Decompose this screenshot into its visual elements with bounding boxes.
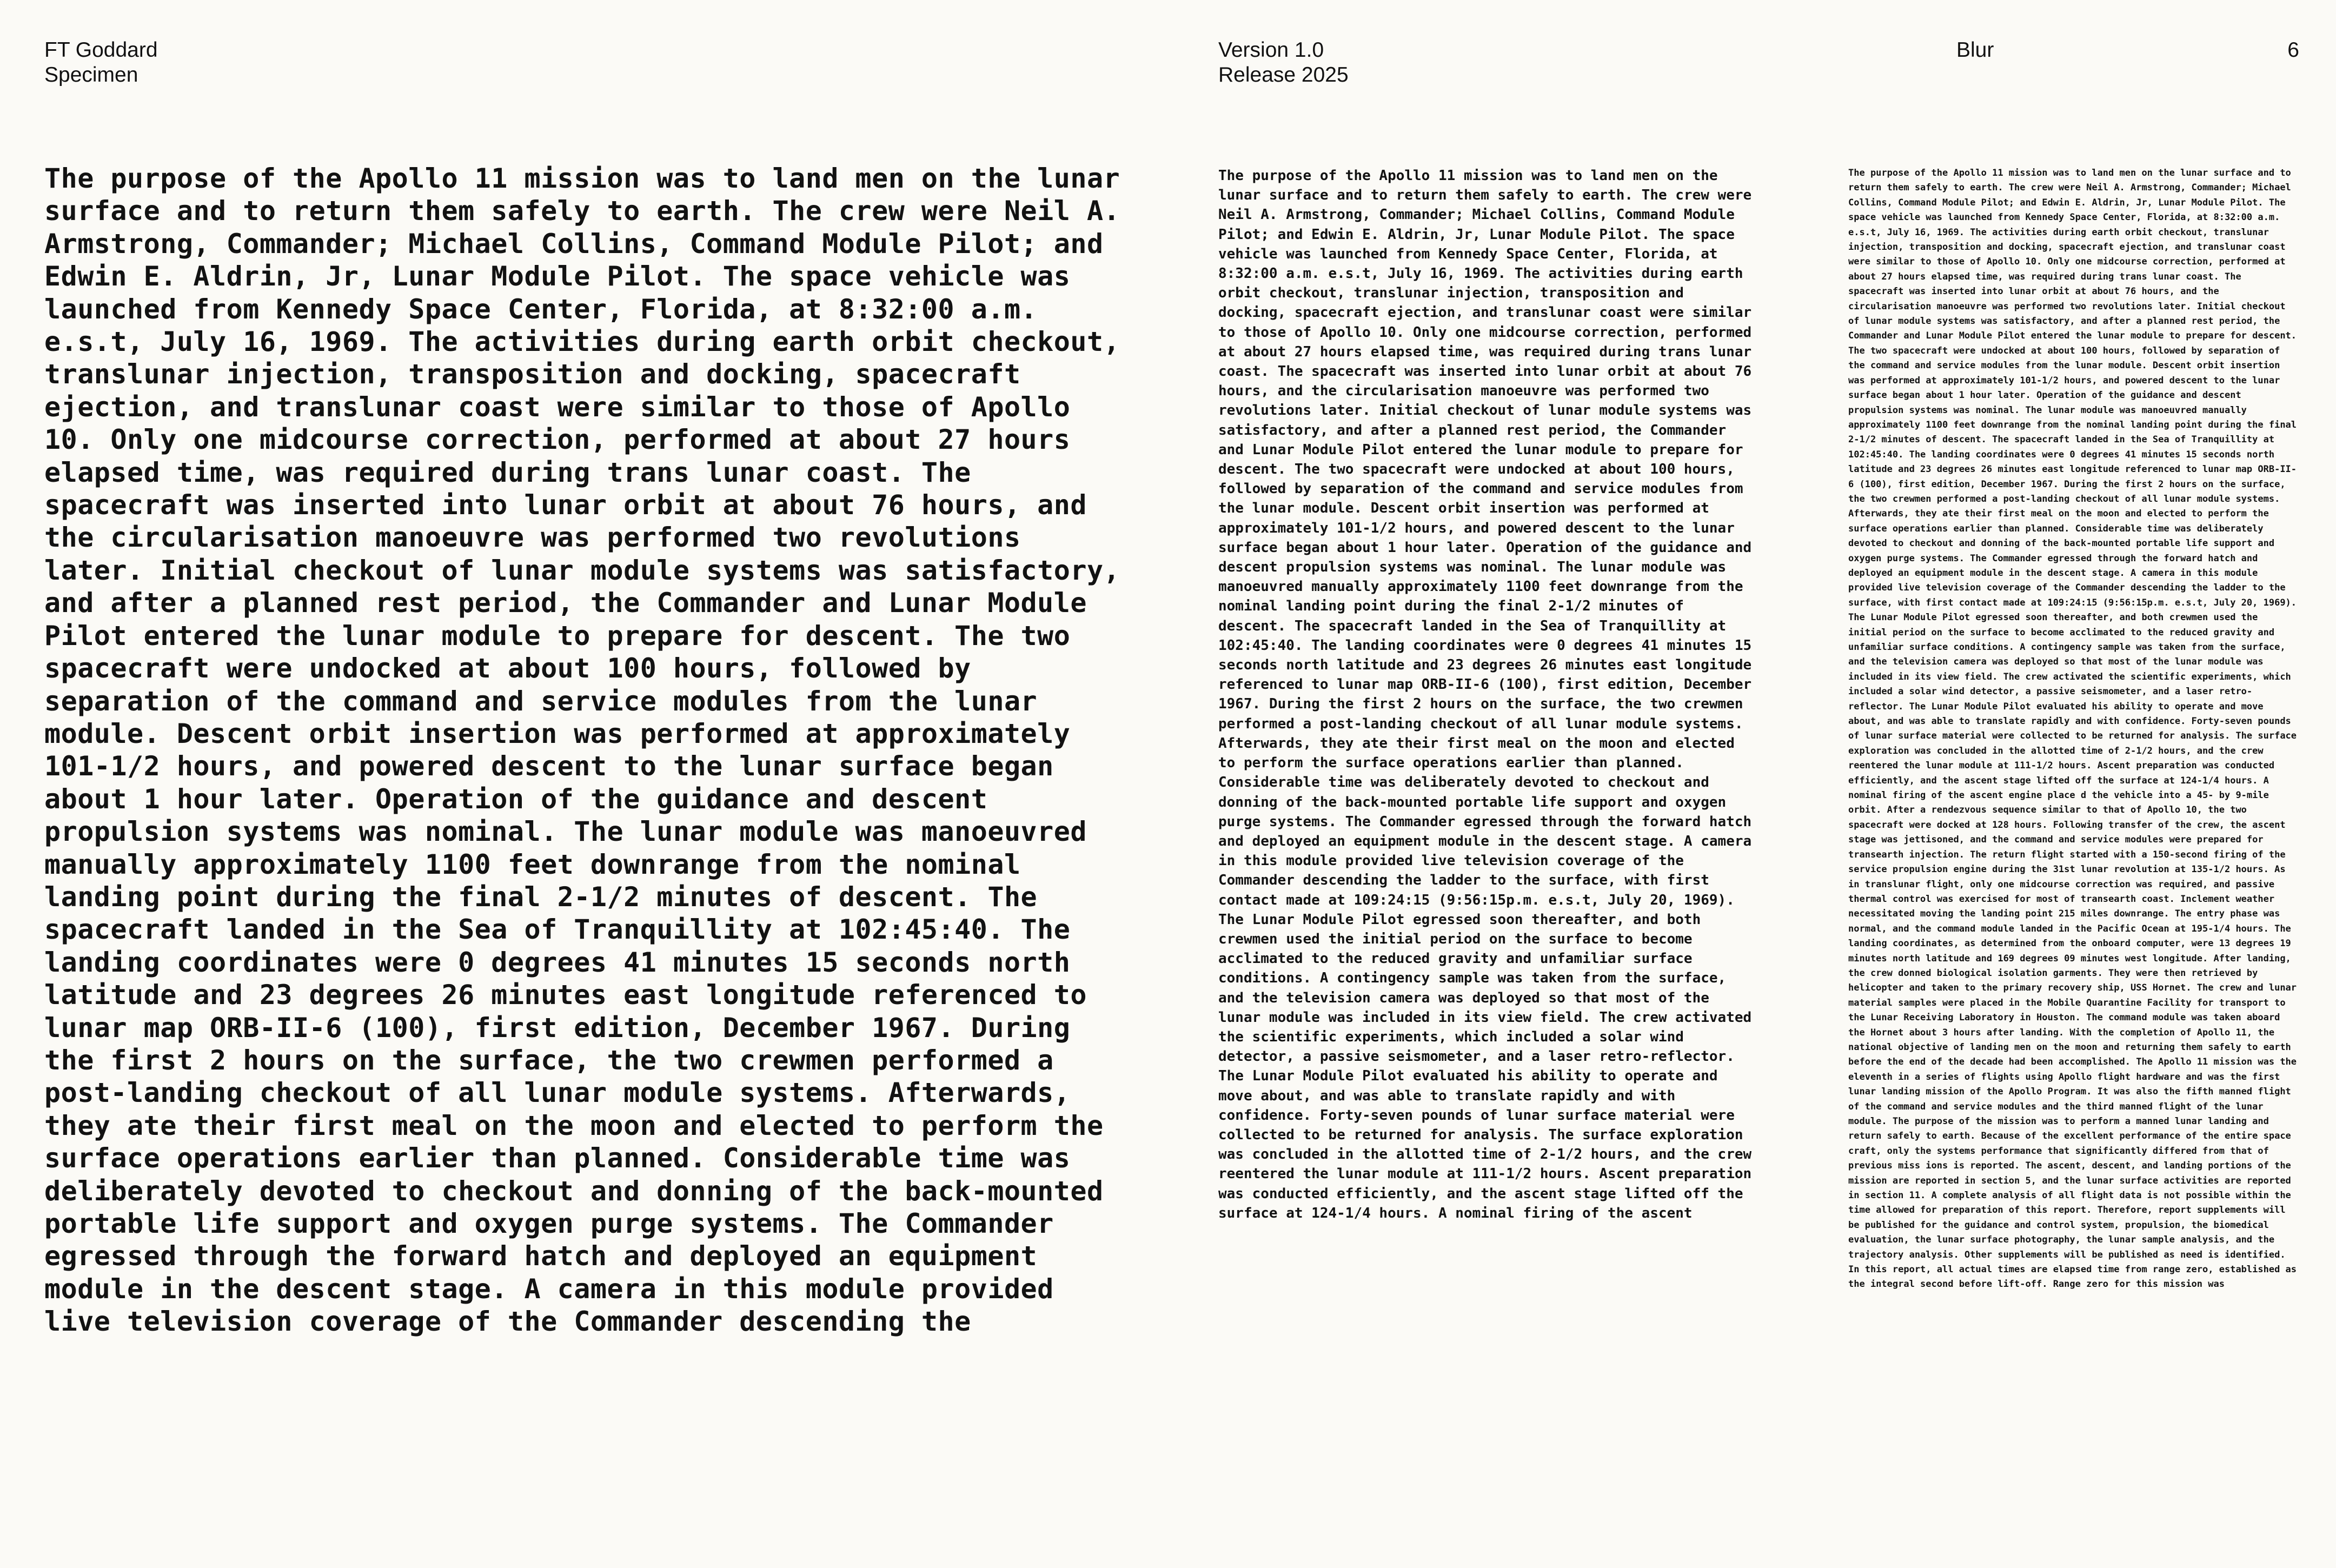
specimen-text-small: The purpose of the Apollo 11 mission was to land men on the lunar surface and to return them safely to earth. The crew were Neil A. Armstrong, Commander; Michael Collins, Command Module Pilot; and Edwin E. Aldrin, Jr, Lunar Module Pilot. The space vehicle was launched from Kennedy Space Center, Florida, at 8:32:00 a.m. e.s.t, July 16, 1969. The activities during earth orbit checkout, translunar injection, transposition and docking, spacecraft ejection, and translunar coast were similar to those of Apollo 10. Only one midcourse correction, performed at about 27 hours elapsed time, was required during trans lunar coast. The spacecraft was inserted into lunar orbit at about 76 hours, and the circularisation manoeuvre was performed two revolutions later. Initial checkout of lunar module systems was satisfactory, and after a planned rest period, the Commander and Lunar Module Pilot entered the lunar module to prepare for descent. The two spacecraft were undocked at about 100 hours, followed by separation of the command and service modules from the lunar module. Descent orbit insertion was performed at approximately 101-1/2 hours, and powered descent to the lunar surface began about 1 hour later. Operation of the guidance and descent propulsion systems was nominal. The lunar module was manoeuvred manually approximately 1100 feet downrange from the nominal landing point during the final 2-1/2 minutes of descent. The spacecraft landed in the Sea of Tranquillity at 102:45:40. The landing coordinates were 0 degrees 41 minutes 15 seconds north latitude and 23 degrees 26 minutes east longitude referenced to lunar map ORB-II-6 (100), first edition, December 1967. During the first 2 hours on the surface, the two crewmen performed a post-landing checkout of all lunar module systems. Afterwards, they ate their first meal on the moon and elected to perform the surface operations earlier than planned. Considerable time was deliberately devoted to checkout and donning of the back-mounted portable life support and oxygen purge systems. The Commander egressed through the forward hatch and deployed an equipment module in the descent stage. A camera in this module provided live television coverage of the Commander descending the ladder to the surface, with first contact made at 109:24:15 (9:56:15p.m. e.s.t, July 20, 1969). The Lunar Module Pilot egressed soon thereafter, and both crewmen used the initial period on the surface to become acclimated to the reduced gravity and unfamiliar surface conditions. A contingency sample was taken from the surface, and the television camera was deployed so that most of the lunar module was included in its view field. The crew activated the scientific experiments, which included a solar wind detector, a passive seismometer, and a laser retro-reflector. The Lunar Module Pilot evaluated his ability to operate and move about, and was able to translate rapidly and with confidence. Forty-seven pounds of lunar surface material were collected to be returned for analysis. The surface exploration was concluded in the allotted time of 2-1/2 hours, and the crew reentered the lunar module at 111-1/2 hours. Ascent preparation was conducted efficiently, and the ascent stage lifted off the surface at 124-1/4 hours. A nominal firing of the ascent engine place d the vehicle into a 45- by 9-mile orbit. After a rendezvous sequence similar to that of Apollo 10, the two spacecraft were docked at 128 hours. Following transfer of the crew, the ascent stage was jettisoned, and the command and service modules were prepared for transearth injection. The return flight started with a 150-second firing of the service propulsion engine during the 31st lunar revolution at 135-1/2 hours. As in translunar flight, only one midcourse correction was required, and passive thermal control was exercised for most of transearth coast. Inclement weather necessitated moving the landing point 215 miles downrange. The entry phase was normal, and the command module landed in the Pacific Ocean at 195-1/4 hours. The landing coordinates, as determined from the onboard computer, were 13 degrees 19 minutes north latitude and 169 degrees 09 minutes west longitude. After landing, the crew donned biological isolation garments. They were then retrieved by helicopter and taken to the primary recovery ship, USS Hornet. The crew and lunar material samples were placed in the Mobile Quarantine Facility for transport to the Lunar Receiving Laboratory in Houston. The command module was taken aboard the Hornet about 3 hours after landing. With the completion of Apollo 11, the national objective of landing men on the moon and returning them safely to earth before the end of the decade had been accomplished. The Apollo 11 mission was the eleventh in a series of flights using Apollo flight hardware and was the first lunar landing mission of the Apollo Program. It was also the fifth manned flight of the command and service modules and the third manned flight of the lunar module. The purpose of the mission was to perform a manned lunar landing and return safely to earth. Because of the excellent performance of the entire space craft, only the systems performance that significantly differed from that of previous miss ions is reported. The ascent, descent, and landing portions of the mission are reported in section 5, and the lunar surface activities are reported in section 11. A complete analysis of all flight data is not possible within the time allowed for preparation of this report. Therefore, report supplements will be published for the guidance and control system, propulsion, the biomedical evaluation, the lunar surface photography, the lunar sample analysis, and the trajectory analysis. Other supplements will be published as need is identified. In this report, all actual times are elapsed time from range zero, established as the integral second before lift-off. Range zero for this mission was [1848,168,2297,1290]
page-number: 6 [2287,38,2299,62]
header-left [44,38,158,88]
document-type: Specimen [44,63,138,87]
header-right [1956,38,1994,63]
header-center [1218,38,1349,88]
release-label: Release 2025 [1218,63,1349,87]
specimen-text-large: The purpose of the Apollo 11 mission was to land men on the lunar surface and to return them safely to earth. The crew were Neil A. Armstrong, Commander; Michael Collins, Command Module Pilot; and Edwin E. Aldrin, Jr, Lunar Module Pilot. The space vehicle was launched from Kennedy Space Center, Florida, at 8:32:00 a.m. e.s.t, July 16, 1969. The activities during earth orbit checkout, translunar injection, transposition and docking, spacecraft ejection, and translunar coast were similar to those of Apollo 10. Only one midcourse correction, performed at about 27 hours elapsed time, was required during trans lunar coast. The spacecraft was inserted into lunar orbit at about 76 hours, and the circularisation manoeuvre was performed two revolutions later. Initial checkout of lunar module systems was satisfactory, and after a planned rest period, the Commander and Lunar Module Pilot entered the lunar module to prepare for descent. The two spacecraft were undocked at about 100 hours, followed by separation of the command and service modules from the lunar module. Descent orbit insertion was performed at approximately 101-1/2 hours, and powered descent to the lunar surface began about 1 hour later. Operation of the guidance and descent propulsion systems was nominal. The lunar module was manoeuvred manually approximately 1100 feet downrange from the nominal landing point during the final 2-1/2 minutes of descent. The spacecraft landed in the Sea of Tranquillity at 102:45:40. The landing coordinates were 0 degrees 41 minutes 15 seconds north latitude and 23 degrees 26 minutes east longitude referenced to lunar map ORB-II-6 (100), first edition, December 1967. During the first 2 hours on the surface, the two crewmen performed a post-landing checkout of all lunar module systems. Afterwards, they ate their first meal on the moon and elected to perform the surface operations earlier than planned. Considerable time was deliberately devoted to checkout and donning of the back-mounted portable life support and oxygen purge systems. The Commander egressed through the forward hatch and deployed an equipment module in the descent stage. A camera in this module provided live television coverage of the Commander descending the [44,163,1120,1338]
specimen-text-medium: The purpose of the Apollo 11 mission was to land men on the lunar surface and to return them safely to earth. The crew were Neil A. Armstrong, Commander; Michael Collins, Command Module Pilot; and Edwin E. Aldrin, Jr, Lunar Module Pilot. The space vehicle was launched from Kennedy Space Center, Florida, at 8:32:00 a.m. e.s.t, July 16, 1969. The activities during earth orbit checkout, translunar injection, transposition and docking, spacecraft ejection, and translunar coast were similar to those of Apollo 10. Only one midcourse correction, performed at about 27 hours elapsed time, was required during trans lunar coast. The spacecraft was inserted into lunar orbit at about 76 hours, and the circularisation manoeuvre was performed two revolutions later. Initial checkout of lunar module systems was satisfactory, and after a planned rest period, the Commander and Lunar Module Pilot entered the lunar module to prepare for descent. The two spacecraft were undocked at about 100 hours, followed by separation of the command and service modules from the lunar module. Descent orbit insertion was performed at approximately 101-1/2 hours, and powered descent to the lunar surface began about 1 hour later. Operation of the guidance and descent propulsion systems was nominal. The lunar module was manoeuvred manually approximately 1100 feet downrange from the nominal landing point during the final 2-1/2 minutes of descent. The spacecraft landed in the Sea of Tranquillity at 102:45:40. The landing coordinates were 0 degrees 41 minutes 15 seconds north latitude and 23 degrees 26 minutes east longitude referenced to lunar map ORB-II-6 (100), first edition, December 1967. During the first 2 hours on the surface, the two crewmen performed a post-landing checkout of all lunar module systems. Afterwards, they ate their first meal on the moon and elected to perform the surface operations earlier than planned. Considerable time was deliberately devoted to checkout and donning of the back-mounted portable life support and oxygen purge systems. The Commander egressed through the forward hatch and deployed an equipment module in the descent stage. A camera in this module provided live television coverage of the Commander descending the ladder to the surface, with first contact made at 109:24:15 (9:56:15p.m. e.s.t, July 20, 1969). The Lunar Module Pilot egressed soon thereafter, and both crewmen used the initial period on the surface to become acclimated to the reduced gravity and unfamiliar surface conditions. A contingency sample was taken from the surface, and the television camera was deployed so that most of the lunar module was included in its view field. The crew activated the scientific experiments, which included a solar wind detector, a passive seismometer, and a laser retro-reflector. The Lunar Module Pilot evaluated his ability to operate and move about, and was able to translate rapidly and with confidence. Forty-seven pounds of lunar surface material were collected to be returned for analysis. The surface exploration was concluded in the allotted time of 2-1/2 hours, and the crew reentered the lunar module at 111-1/2 hours. Ascent preparation was conducted efficiently, and the ascent stage lifted off the surface at 124-1/4 hours. A nominal firing of the ascent [1218,168,1752,1221]
page-number-block [2287,38,2299,63]
version-label: Version 1.0 [1218,38,1324,62]
style-name: Blur [1956,38,1994,62]
font-name: FT Goddard [44,38,158,62]
